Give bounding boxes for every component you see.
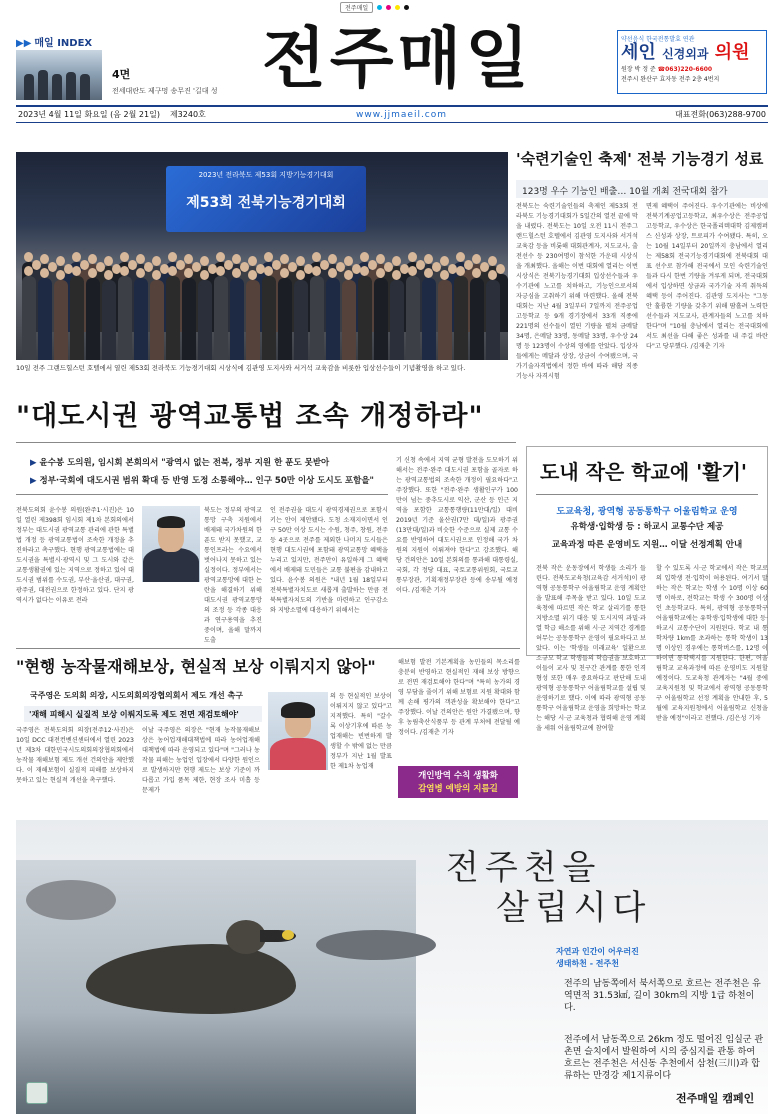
crowd-head bbox=[328, 268, 337, 278]
crowd-person bbox=[326, 278, 340, 360]
crowd-person bbox=[134, 278, 148, 360]
crowd-head bbox=[464, 260, 473, 270]
divider bbox=[16, 648, 520, 649]
crowd-head bbox=[280, 254, 289, 264]
crowd-head bbox=[376, 268, 385, 278]
crowd-head bbox=[216, 266, 225, 276]
divider bbox=[16, 442, 516, 443]
crowd-head bbox=[408, 266, 417, 276]
crowd-head bbox=[264, 266, 273, 276]
crowd-head bbox=[472, 268, 481, 278]
crowd-person bbox=[454, 276, 468, 360]
crowd-head bbox=[88, 254, 97, 264]
story4-body-col1: 국주영은 전북도의회 의장(전주12·사진)은 10일 DCC 대전컨벤션센터에서 열린 2023년 제3차 대한민국시도의회의장협의회에서 농작물 재해보험 제도 개선 건의안을 제안했다. 이 재해보험이 실질적 피해를 보상하지 못하고 있는 현실적 개선을 촉구했다. bbox=[16, 727, 134, 784]
crowd-group bbox=[16, 242, 508, 360]
river-campaign-ad[interactable] bbox=[16, 820, 768, 1114]
campaign-slogan-line2: 살립시다 bbox=[496, 888, 652, 928]
crowd-head bbox=[152, 256, 161, 266]
awards-photo[interactable]: 2023년 전라북도 제53회 지방기능경기대회 제53회 전북기능경기대회 bbox=[16, 152, 508, 360]
crowd-person bbox=[38, 278, 52, 360]
crowd-head bbox=[432, 262, 441, 272]
crowd-head bbox=[424, 254, 433, 264]
crowd-person bbox=[166, 276, 180, 360]
crowd-head bbox=[296, 256, 305, 266]
main-phone: 대표전화(063)288-9700 bbox=[675, 110, 766, 119]
story1-subtitle: 123명 우수 기능인 배출… 10월 개최 전국대회 참가 bbox=[516, 180, 768, 198]
divider bbox=[16, 494, 388, 495]
story3-kicker: 도교육청, 광역형 공동통학구 어울림학교 운영 bbox=[556, 507, 738, 517]
crowd-person bbox=[438, 280, 452, 360]
crowd-head bbox=[168, 266, 177, 276]
campaign-slogan-line1: 전주천을 bbox=[446, 848, 602, 888]
crowd-head bbox=[200, 256, 209, 266]
story3-body-col2: 할 수 있도록 시·군 학교에서 작은 학교로의 입학생 전·입학이 허용된다. 여기서 말하는 작은 학교는 학생 수 10명 이상 60명 이하로, 전학교는 학생 수 300명 이상인 초등학교다. 특히, 광역형 공동통학구 어울림학교에는 유학생·입학생에 대한 등·하교시 교통수단이 지원된다. 학교 내 통학차량 1km를 초과하는 통학 학생이 13명 이상인 경우에는 통학버스를, 12명 이하이면 통학택시를 지원한다. 한편, 어울림학교 교육과정에 따른 운영비도 지원할 예정이다. 도교육청 관계자는 "4월 중에 교육지원청 및 학교에서 광역형 공동통학구 어울림학교 선정 계획을 안내한 후, 5월에 교육지원청에서 어울림학교 신청을 받을 예정"이라고 전했다. /김은성 기자 bbox=[656, 565, 768, 722]
crowd-head bbox=[56, 270, 65, 280]
crowd-head bbox=[344, 256, 353, 266]
crowd-head bbox=[80, 260, 89, 270]
crowd-head bbox=[176, 260, 185, 270]
clinic-ad[interactable] bbox=[617, 30, 767, 94]
campaign-description2: 전주에서 남동쪽으로 26km 정도 떨어진 임실군 관촌면 슬치에서 발원하여 시의 중심지를 관통 하여 흐르는 전주천은 서신동 추천에서 삼천(三川)과 합류하는 만경강 제1지류이다 bbox=[564, 1035, 764, 1081]
issue-date: 2023년 4월 11일 화요일 (음 2월 21일) bbox=[18, 110, 160, 119]
crowd-head bbox=[360, 266, 369, 276]
crowd-head bbox=[264, 252, 273, 262]
crowd-person bbox=[406, 276, 420, 360]
story3-headline[interactable]: 도내 작은 학교에 '활기' bbox=[540, 460, 748, 484]
crowd-person bbox=[422, 278, 436, 360]
crowd-head bbox=[88, 268, 97, 278]
photo-caption: 10일 전주 그랜드힐스턴 호텔에서 열린 제53회 전라북도 기능경기대회 시상식에 김관영 도지사와 서거석 교육감을 비롯한 입상선수들이 기념촬영을 하고 있다. bbox=[16, 364, 466, 372]
duck-beak-tip bbox=[282, 930, 294, 940]
crowd-head bbox=[232, 268, 241, 278]
story4-body-col4: 해보험 발전 기본계획을 농민들의 목소리를 충분히 반영하고 현실적인 재해 보상 방향으로 전면 재검토해야 한다"며 "특히 농가의 경영 부담을 줄이기 위해 보험료 지원 확대와 함께 손해 평가의 객관성을 확보해야 한다"고 주장했다. 이날 건의안은 원안 가결됐으며, 향후 농림축산식품부 등 관계 부처에 전달될 예정이다. /김재춘 기자 bbox=[398, 659, 520, 736]
crowd-head bbox=[368, 260, 377, 270]
crowd-head bbox=[384, 262, 393, 272]
crowd-person bbox=[54, 280, 68, 360]
story2-body-col3: 인 전주권을 대도시 광역경제권으로 포함시키는 안이 제안됐다. 도청 소재지이면서 인구 50만 이상 도시는 수원, 청주, 창원, 전주 등 4곳으로 전주를 제외한 나머지 도시들은 현행 대도시권에 포함돼 광역교통망 혜택을 누리고 있지만, 전주만이 유일하게 그 혜택에서 배제돼 도민들은 교통 불편을 감내하고 있다. 윤수봉 의원은 "내년 1월 18일부터 전북특별자치도로 새롭게 출발하는 만큼 전북특별자치도의 기반을 마련하고 인구감소와 지방소멸에 대응하기 위해서는 bbox=[270, 507, 388, 614]
crowd-head bbox=[184, 254, 193, 264]
crowd-head bbox=[496, 264, 505, 274]
crowd-person bbox=[486, 280, 500, 360]
crowd-person bbox=[374, 278, 388, 360]
crowd-head bbox=[104, 256, 113, 266]
crowd-head bbox=[168, 252, 177, 262]
crowd-person bbox=[310, 276, 324, 360]
campaign-description1: 전주의 남동쪽에서 북서쪽으로 흐르는 전주천은 유역면적 31.53㎢, 길이 30km의 지방 1급 하천이다. bbox=[564, 979, 761, 1013]
crowd-head bbox=[408, 252, 417, 262]
crowd-head bbox=[480, 262, 489, 272]
story4-body-col2: 이날 국주영은 의장은 "현재 농작물재해보상은 농어업재해대책법에 따라 농어업재해대책법에 따라 운영되고 있다"며 "그러나 농작물 피해는 농업인 입장에서 다양한 원인으로 발생하지만 현행 제도는 보상 기준이 까다롭고 가입 품목 제한, 현장 조사 미흡 등 문제가 bbox=[142, 727, 260, 794]
crowd-head bbox=[48, 262, 57, 272]
crowd-head bbox=[120, 266, 129, 276]
index-thumbnail[interactable] bbox=[16, 50, 102, 100]
campaign-signature: 전주매일 캠페인 bbox=[676, 1092, 755, 1105]
crowd-head bbox=[136, 254, 145, 264]
magenta-dot bbox=[386, 5, 391, 10]
ad-subtitle: 약선음식 한국전통발효 연관 bbox=[621, 36, 695, 43]
double-arrow-icon: ▶▶ bbox=[16, 38, 32, 49]
story2-body-col2: 북도는 정부의 광역교통망 구축 지원에서 배제돼 국가차원의 한 푼도 받지 못했고, 교통인프라는 수요에서 벗어나지 못하고 있는 실정이다. 정부에서는 광역교통망에 대한 논란을 해결하기 위해 대도시권 광역교통망의 조정 등 각종 대응과 연구용역을 추진 중이며, 올해 말까지 도출 bbox=[204, 507, 262, 644]
crowd-person bbox=[102, 280, 116, 360]
crowd-head bbox=[104, 270, 113, 280]
index-page-number[interactable]: 4면 bbox=[112, 68, 131, 81]
crowd-person bbox=[150, 280, 164, 360]
rock bbox=[316, 930, 436, 960]
story4-headline[interactable]: "현행 농작물재해보상, 현실적 보상 이뤄지지 않아" bbox=[16, 657, 376, 676]
dateline-bar bbox=[16, 105, 768, 123]
story4-body-col3: 의 등 현실적인 보상이 이뤄지지 않고 있다"고 지적했다. 특히 "갈수록 이상기후에 따른 농업재해는 빈번하게 발생할 수 밖에 없는 만큼 정부가 지난 1월 발표한 제1차 농업재 bbox=[330, 693, 392, 770]
crowd-head bbox=[40, 254, 49, 264]
crowd-head bbox=[144, 262, 153, 272]
lawmaker-portrait bbox=[142, 506, 200, 582]
crowd-person bbox=[262, 276, 276, 360]
black-dot bbox=[404, 5, 409, 10]
crowd-head bbox=[488, 270, 497, 280]
crowd-head bbox=[128, 260, 137, 270]
crowd-head bbox=[320, 260, 329, 270]
story4-deck: 국주영은 도의회 의장, 시도의회의장협의회서 제도 개선 촉구 bbox=[30, 691, 243, 700]
campaign-series1: 자연과 인간이 어우러진 bbox=[556, 947, 639, 956]
crowd-person bbox=[230, 278, 244, 360]
story4-deck-box: '재해 피해시 실질적 보상 이뤄지도록 제도 전면 재검토해야' bbox=[24, 706, 262, 722]
crowd-head bbox=[184, 268, 193, 278]
registration-mark bbox=[340, 2, 409, 13]
crowd-person bbox=[358, 276, 372, 360]
crowd-person bbox=[246, 280, 260, 360]
crowd-head bbox=[248, 256, 257, 266]
rock bbox=[26, 880, 116, 920]
crowd-person bbox=[342, 280, 356, 360]
crowd-head bbox=[248, 270, 257, 280]
crowd-head bbox=[40, 268, 49, 278]
crowd-head bbox=[440, 256, 449, 266]
registration-label: 전주매일 bbox=[340, 2, 373, 13]
crowd-head bbox=[224, 260, 233, 270]
ad-line: 원장 박 정 준 ☎063)220-6600 bbox=[621, 65, 713, 73]
crowd-head bbox=[200, 270, 209, 280]
crowd-head bbox=[456, 252, 465, 262]
yellow-dot bbox=[395, 5, 400, 10]
crowd-head bbox=[24, 266, 33, 276]
campaign-series2: 생태하천 - 전주천 bbox=[556, 959, 619, 968]
crowd-head bbox=[120, 252, 129, 262]
crowd-head bbox=[344, 270, 353, 280]
crowd-head bbox=[312, 266, 321, 276]
crowd-person bbox=[214, 276, 228, 360]
crowd-head bbox=[328, 254, 337, 264]
story1-body-col2: 면제 혜택이 주어진다. 우수기관에는 비상에 전북기계공업고등학교, 최우수상은 전주공업고등학교, 우수상은 한국폴리텍대학 김제캠퍼스 신성과 상장, 트로피가 수여됐다. 특히, 오는 10월 14일부터 20일까지 충남에서 열리는 제58회 전국기능경기대회에 전북대회 대표 선수로 참가해 전국에서 모인 숙련기술인들과 다시 한번 기량을 겨루게 되며, 전국대회에서 입상하면 상금과 국가기술 자격 취득의 혜택 등이 주어진다. 김관영 도지사는 "그동안 훌륭한 기량을 갖추기 위해 땀흘려 노력한 선수들과 지도교사, 관계자들의 노고를 치하한다"며 "10월 충남에서 열리는 전국대회에서도 최선을 다해 좋은 성과를 내 주길 바란다"고 당부했다. /김재춘 기자 bbox=[646, 203, 768, 350]
story1-body-col1: 전북도는 숙련기술인들의 축제인 제53회 전라북도 기능경기대회가 5일간의 열전 끝에 막을 내렸다. 전북도는 10일 오전 11시 전주그랜드힐스턴 호텔에서 김관영 도지사와 서거석 교육감 등을 비롯해 대회관계자, 지도교사, 출전선수 등 230여명이 참석한 가운데 시상식을 개최했다. 올해는 이번 대회에 열리는 이번 시상식은 전북기능경기대회 입상선수들과 우수기관에 노고를 치하하고, 기능인으로서의 자긍심을 고취하기 위해 마련했다. 올해 전북대회는 지난 4월 3일부터 7일까지 전주공업고등학교 등 9개 경기장에서 33개 직종에 221명의 선수들이 열띤 기량을 펼쳐 금메달 34명, 은메달 33명, 동메달 33명, 우수상 24명 등 123명이 수상의 영예를 안았다. 입상자들에게는 메달과 상장, 상금이 수여됐으며, 국가기술자격법에서 정한 바에 따라 해당 직종 기능사 자격시험 bbox=[516, 203, 638, 380]
crowd-head bbox=[416, 260, 425, 270]
crowd-head bbox=[272, 260, 281, 270]
crowd-head bbox=[472, 254, 481, 264]
chairwoman-portrait bbox=[268, 692, 328, 770]
campaign-badge-icon bbox=[26, 1082, 48, 1104]
story2-headline[interactable]: "대도시권 광역교통법 조속 개정하라" bbox=[16, 401, 484, 432]
crowd-head bbox=[456, 266, 465, 276]
story2-body-col4: 기 신청 속에서 지역 균형 발전을 도모하기 위해서는 전주·완주 대도시권 포함을 골자로 하는 광역교통법의 조속한 개정이 필요하다"고 주장했다. 또한 "전주·완주 생활인구가 100만이 넘는 중추도시로 익산, 군산 등 인근 지역을 포함한 교통통행량(11만대/일) 대비 2019년 기준 울산권(7만 대/일)과 광주권(13만대/일)과 비슷한 수준으로 실제 교통 수요를 반영하여 대도시권으로 인정해 국가 차원의 지원이 이뤄져야 한다"고 강조했다. 해당 건의안은 10일 본회의를 통과해 대통령실, 국회, 각 정당 대표, 국토교통위원회, 국토교통부장관, 기획재정부장관 등에 송부될 예정이다. /김재춘 기자 bbox=[396, 457, 518, 594]
crowd-person bbox=[390, 280, 404, 360]
crowd-head bbox=[296, 270, 305, 280]
crowd-head bbox=[392, 256, 401, 266]
crowd-head bbox=[288, 262, 297, 272]
phone-icon: ☎ bbox=[657, 65, 666, 73]
crowd-person bbox=[278, 278, 292, 360]
crowd-person bbox=[182, 278, 196, 360]
story2-deck2: ▶ 정부·국회에 대도시권 범위 확대 등 반영 도정 소통해야… 인구 50만 이상 도시도 포함을" bbox=[30, 476, 374, 486]
crowd-person bbox=[118, 276, 132, 360]
crowd-head bbox=[424, 268, 433, 278]
crowd-person bbox=[294, 280, 308, 360]
crowd-person bbox=[70, 276, 84, 360]
crowd-person bbox=[198, 280, 212, 360]
crowd-head bbox=[96, 262, 105, 272]
crowd-head bbox=[280, 268, 289, 278]
cyan-dot bbox=[377, 5, 382, 10]
newspaper-logo[interactable]: 전주매일 bbox=[262, 20, 534, 97]
issue-number: 제3240호 bbox=[169, 110, 206, 119]
crowd-head bbox=[32, 260, 41, 270]
ad-address: 전주시 완산구 효자동 전주 2층 4번지 bbox=[621, 75, 720, 83]
story3-deck2: 교육과정 따른 운영비도 지원… 이달 선정계획 안내 bbox=[551, 540, 743, 550]
ad-title: 세인 신경외과 의원 bbox=[621, 42, 750, 63]
story2-body-col1: 전북도의회 윤수봉 의원(완주1·시진)은 10일 열린 제398회 임시회 제1차 본회의에서 정부는 대도시권 광역교통 관리에 관한 특별법 개정 등 광역교통법이 조속한 개정을 추진하라고 촉구했다. 현행 광역교통법에는 대도시권을 특별시·광역시 및 그 도시와 같은 교통생활권에 있는 지역으로 정하고 있어 대도시권 범위를 수도권, 부산·울산권, 대구권, 광주권, 대전권으로 한정하고 있다. 단지 광역시가 없다는 이유로 전라 bbox=[16, 507, 134, 604]
crowd-head bbox=[336, 262, 345, 272]
crowd-head bbox=[440, 270, 449, 280]
index-description: 전세대란도 제구멍 송무진 '길대 성 bbox=[112, 87, 218, 95]
crowd-head bbox=[56, 256, 65, 266]
crowd-head bbox=[72, 252, 81, 262]
crowd-head bbox=[392, 270, 401, 280]
crowd-person bbox=[86, 278, 100, 360]
crowd-head bbox=[232, 254, 241, 264]
crowd-head bbox=[192, 262, 201, 272]
crowd-head bbox=[312, 252, 321, 262]
crowd-head bbox=[240, 262, 249, 272]
crowd-head bbox=[152, 270, 161, 280]
crowd-person bbox=[22, 276, 36, 360]
crowd-head bbox=[216, 252, 225, 262]
crowd-head bbox=[488, 256, 497, 266]
website-link[interactable]: www.jjmaeil.com bbox=[356, 109, 448, 120]
crowd-head bbox=[24, 252, 33, 262]
divider bbox=[536, 494, 758, 495]
story3-deck1: 유학생·입학생 등 : 하교시 교통수단 제공 bbox=[570, 522, 724, 532]
crowd-head bbox=[376, 254, 385, 264]
story1-headline[interactable]: '숙련기술인 축제' 전북 기능경기 성료 bbox=[516, 150, 764, 168]
story2-deck1: ▶ 윤수봉 도의원, 임시회 본회의서 "광역시 없는 전북, 정부 지원 한 푼도 못받아 bbox=[30, 458, 330, 468]
crowd-head bbox=[136, 268, 145, 278]
crowd-head bbox=[72, 266, 81, 276]
crowd-head bbox=[360, 252, 369, 262]
crowd-person bbox=[470, 278, 484, 360]
story3-body-col1: 전북 작은 운동장에서 학생들 소리가 들린다. 전북도교육청(교육감 서거석)이 광역형 공동통학구 어울림학교 운영 계획안을 발표해 주목을 받고 있다. 10일 도교육청에 따르면 작은 학교 살리기를 통한 지방소멸 위기 대응 및 도시지역 과밀·과열 학급 해소를 위해 시·군 지역간 경계를 허무는 공동통학구 운영이 필요하다고 보았다. 이는 '학생들 미래교육' 일환으로 소규모 학교 학생들의 학습권을 보호하고 이들이 교사 및 친구간 관계를 통한 인격 형성 또한 매우 중요하다고 판단해 도내 광역형 공동통학구 어울림학교를 설립 및 운영하기로 했다. 이에 따라 광역형 공동통학구 어울림학교 운영을 희망하는 학교는 해당 시·군 교육청과 협력해 운영 계획을 세워 어울림학교에 참여할 bbox=[536, 565, 646, 732]
health-promo-banner[interactable]: 개인방역 수칙 생활화 감염병 예방의 지름길 bbox=[398, 766, 518, 798]
index-label: ▶▶ 매일 INDEX bbox=[16, 38, 93, 49]
